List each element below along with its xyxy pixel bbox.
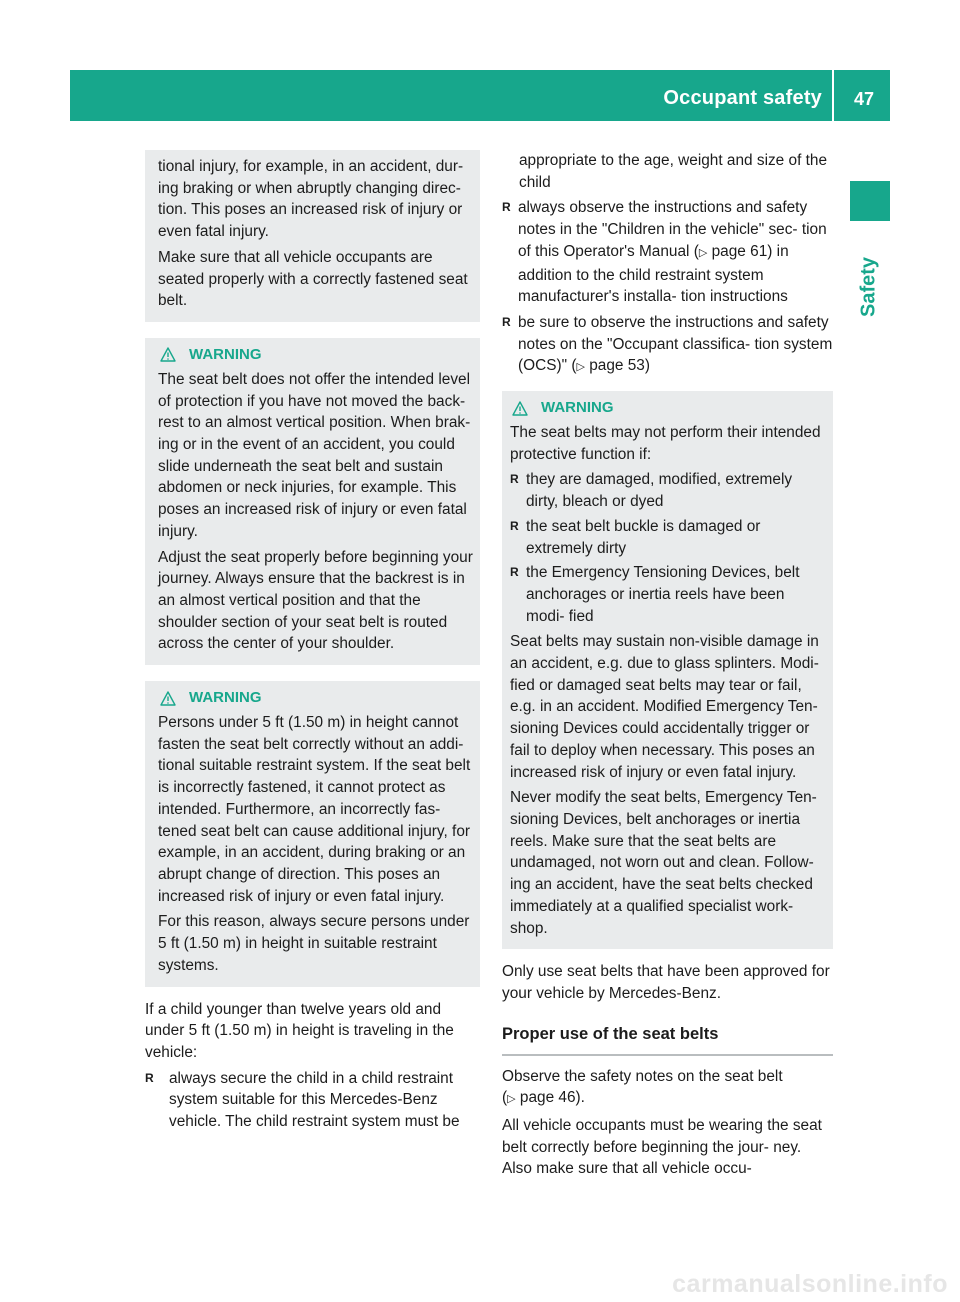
warning-box-seat-belts (502, 391, 833, 949)
page-reference-link[interactable]: page 61 (711, 242, 768, 260)
header-bar (70, 70, 890, 121)
warning-triangle-icon (512, 401, 528, 416)
page-reference-link[interactable]: page 46 (519, 1089, 576, 1107)
warning-box-height (145, 681, 480, 986)
paragraph: For this reason, always secure persons under 5 ft (1.50 m) in height in suitable restraint systems. (158, 913, 470, 974)
section-tab-marker (850, 181, 890, 221)
section-tab-label: Safety (857, 256, 880, 318)
warning-heading: WARNING (158, 687, 473, 709)
warning-box-backrest (145, 338, 480, 665)
right-column (502, 150, 833, 1184)
page-number: 47 (853, 89, 874, 109)
paragraph: The seat belts may not perform their intended protective function if: (510, 424, 821, 463)
page-ref-arrow-icon: ▷ (507, 1093, 516, 1106)
chapter-title: Occupant safety (663, 87, 822, 109)
paragraph: Observe the safety notes on the seat belt (▷ page 46). (502, 1067, 783, 1107)
paragraph: Never modify the seat belts, Emergency Ten- sioning Devices, belt anchorages or inertia reels. Make sure that the seat belts are undamaged, not worn out and clean. Follow- ing an accident, have the seat belts checked immediately at a qualified specialist work- shop. (510, 789, 817, 937)
paragraph: All vehicle occupants must be wearing the seat belt correctly before beginning the jour- ney. Also make sure that all vehicle occu- (502, 1117, 822, 1178)
left-column (145, 150, 480, 1133)
warning-triangle-icon (160, 347, 176, 362)
warning-triangle-icon (160, 691, 176, 706)
paragraph: If a child younger than twelve years old and under 5 ft (1.50 m) in height is traveling in the vehicle: (145, 1000, 454, 1061)
list-item-continued: appropriate to the age, weight and size of the child (519, 152, 828, 191)
paragraph: tional injury, for example, in an accident, dur- ing braking or when abruptly changing direc- tion. This poses an increased risk of injury or even fatal injury. (158, 158, 464, 241)
body-text (145, 999, 480, 1133)
paragraph: Persons under 5 ft (1.50 m) in height cannot fasten the seat belt correctly without an addi- tional suitable restraint system. If the seat belt is incorrectly fastened, it cannot protect as intended. Furthermore, an incorrectly fas- tened seat belt can cause additional injury, for example, in an accident, during braking or an abrupt change of direction. This poses an increased risk of injury or even fatal injury. (158, 714, 471, 905)
page-ref-arrow-icon: ▷ (698, 246, 708, 259)
paragraph: Make sure that all vehicle occupants are seated properly with a correctly fastened seat belt. (158, 248, 468, 310)
section-heading: Proper use of the seat belts (502, 1019, 833, 1056)
list-item: R always observe the instructions and safety notes in the "Children in the vehicle" sec- tion of this Operator's Manual (▷ page 61) in addition to the child restraint system manufacturer's installa- tion instructions (502, 197, 833, 308)
paragraph: Adjust the seat properly before beginning your journey. Always ensure that the backrest is in an almost vertical position and that the shoulder section of your seat belt is routed across the center of your shoulder. (158, 548, 473, 653)
paragraph: Seat belts may sustain non-visible damage in an accident, e.g. due to glass splinters. Modi- fied or damaged seat belts may tear or fail, e.g. in an accident. Modified Emergency Ten- sioning Devices could accidentally trigger or fail to deploy when necessary. This poses an increased risk of injury or even fatal injury. (510, 633, 819, 781)
warning-box-continued (145, 150, 480, 322)
warning-heading: WARNING (510, 397, 826, 419)
paragraph: Only use seat belts that have been approved for your vehicle by Mercedes-Benz. (502, 963, 830, 1002)
body-text (502, 1066, 833, 1181)
list-item: R they are damaged, modified, extremely dirty, bleach or dyed (510, 469, 826, 512)
list-item: R always secure the child in a child restraint system suitable for this Mercedes-Benz vehicle. The child restraint system must be (145, 1068, 480, 1133)
list-item: R the seat belt buckle is damaged or extremely dirty (510, 516, 826, 559)
watermark: carmanualsonline.info (672, 1270, 948, 1298)
body-text (502, 961, 833, 1004)
page-reference-link[interactable]: page 53 (589, 357, 645, 375)
header-divider (832, 70, 834, 121)
warning-heading: WARNING (158, 344, 473, 366)
page-ref-arrow-icon: ▷ (576, 361, 585, 374)
paragraph: The seat belt does not offer the intended level of protection if you have not moved the back- rest to an almost vertical position. When brak- ing or in the event of an accident, you could slide underneath the seat belt and sustain abdomen or neck injuries, for example. This poses an increased risk of injury or even fatal injury. (158, 370, 471, 540)
list-item: R the Emergency Tensioning Devices, belt anchorages or inertia reels have been modi- fied (510, 562, 826, 627)
list-item: R be sure to observe the instructions and safety notes on the "Occupant classifica- tion system (OCS)" (▷ page 53) (502, 312, 833, 379)
